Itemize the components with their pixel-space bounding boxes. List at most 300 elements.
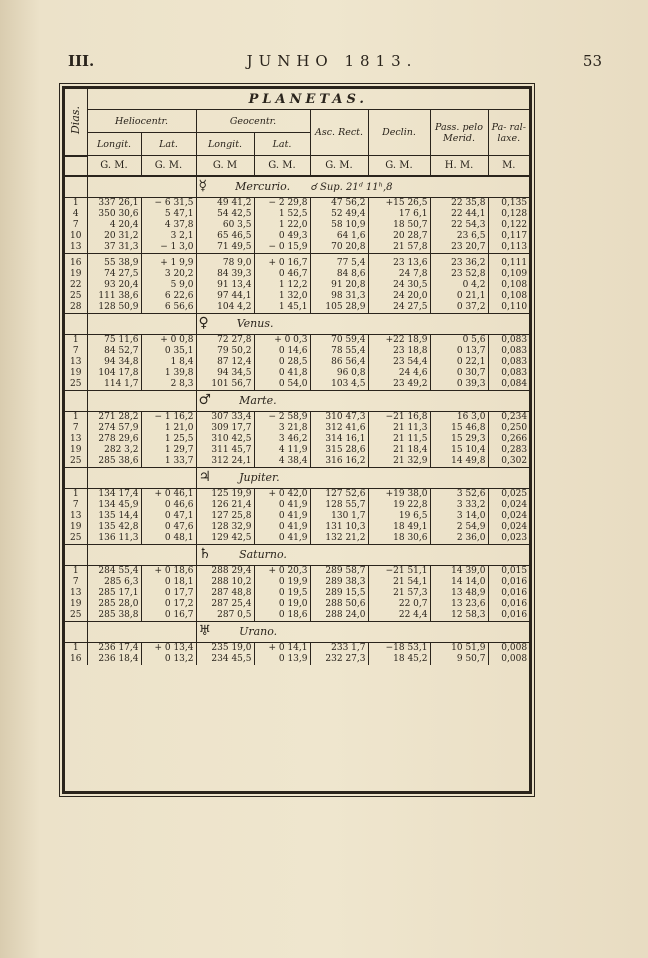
- value-cell: 0,016: [501, 587, 528, 598]
- value-cell: 22 0,7: [368, 599, 430, 610]
- page-number: 53: [582, 52, 602, 70]
- value-cell: 135 14,4: [87, 511, 141, 522]
- value-cell: + 0 20,3: [254, 565, 310, 577]
- day-cell: 19: [65, 269, 87, 280]
- page-section-number: III.: [68, 52, 95, 70]
- value-cell: 60 3,5: [196, 220, 254, 231]
- value-cell: 22 54,3: [430, 220, 488, 231]
- value-cell: 134 45,9: [87, 500, 141, 511]
- value-cell: + 0 16,7: [254, 258, 310, 269]
- value-cell: 0,024: [501, 521, 528, 532]
- value-cell: 84 39,3: [196, 269, 254, 280]
- value-cell: +22 18,9: [368, 334, 430, 346]
- value-cell: 24 30,5: [368, 280, 430, 291]
- value-cell: 21 57,3: [368, 588, 430, 599]
- value-cell: 0,122: [501, 219, 528, 230]
- value-cell: 131 10,3: [310, 522, 368, 533]
- table-row: [65, 269, 529, 280]
- value-cell: 87 12,4: [196, 357, 254, 368]
- value-cell: 0 19,0: [254, 599, 310, 610]
- value-cell: 311 45,7: [196, 445, 254, 456]
- table-row: [65, 258, 529, 269]
- value-cell: 0 41,9: [254, 533, 310, 545]
- value-cell: 0,008: [501, 653, 528, 664]
- value-cell: 0,083: [501, 356, 528, 367]
- value-cell: 21 54,1: [368, 577, 430, 588]
- value-cell: 16 3,0: [430, 411, 488, 423]
- table-row: [65, 522, 529, 533]
- value-cell: 310 42,5: [196, 434, 254, 445]
- table-row: [65, 588, 529, 599]
- value-cell: 94 34,8: [87, 357, 141, 368]
- value-cell: 24 27,5: [368, 302, 430, 314]
- value-cell: 94 34,5: [196, 368, 254, 379]
- value-cell: 0,083: [501, 334, 528, 345]
- value-cell: 130 1,7: [310, 511, 368, 522]
- value-cell: 91 20,8: [310, 280, 368, 291]
- value-cell: 49 41,2: [196, 197, 254, 209]
- value-cell: 315 28,6: [310, 445, 368, 456]
- value-cell: 23 49,2: [368, 379, 430, 391]
- value-cell: − 2 29,8: [254, 197, 310, 209]
- planet-symbol-icon: ♄: [198, 546, 212, 562]
- value-cell: 14 49,8: [430, 456, 488, 468]
- day-cell: 1: [65, 488, 87, 500]
- day-cell: 25: [65, 291, 87, 302]
- unit-cell: H. M.: [430, 156, 488, 176]
- value-cell: 2 36,0: [430, 533, 488, 545]
- value-cell: 70 59,4: [310, 334, 368, 346]
- value-cell: 71 49,5: [196, 242, 254, 254]
- table-row: [65, 642, 529, 654]
- table-row: [65, 280, 529, 291]
- day-cell: 1: [65, 565, 87, 577]
- value-cell: 96 0,8: [310, 368, 368, 379]
- value-cell: 0 30,7: [430, 368, 488, 379]
- table-row: [65, 423, 529, 434]
- planet-name: Marte.: [239, 394, 277, 407]
- planet-section-header: [65, 390, 529, 411]
- value-cell: 84 52,7: [87, 346, 141, 357]
- value-cell: 3 33,2: [430, 500, 488, 511]
- value-cell: + 0 13,4: [141, 642, 196, 654]
- unit-cell: G. M.: [141, 156, 196, 176]
- value-cell: 0 48,1: [141, 533, 196, 545]
- day-cell: 25: [65, 610, 87, 622]
- value-cell: 3 2,1: [141, 231, 196, 242]
- col-pass: Pass. pelo Merid.: [430, 110, 488, 156]
- value-cell: 0,023: [501, 532, 528, 543]
- day-cell: 1: [65, 411, 87, 423]
- value-cell: 1 45,1: [254, 302, 310, 314]
- value-cell: 78 55,4: [310, 346, 368, 357]
- value-cell: 0,108: [501, 279, 528, 290]
- value-cell: 3 46,2: [254, 434, 310, 445]
- value-cell: 287 48,8: [196, 588, 254, 599]
- value-cell: + 0 42,0: [254, 488, 310, 500]
- value-cell: 285 17,1: [87, 588, 141, 599]
- value-cell: 0,128: [501, 208, 528, 219]
- value-cell: 316 16,2: [310, 456, 368, 468]
- value-cell: 129 42,5: [196, 533, 254, 545]
- day-cell: 19: [65, 522, 87, 533]
- table-row: [65, 456, 529, 468]
- value-cell: 0 5,6: [430, 334, 488, 346]
- col-dias: Dias.: [69, 106, 83, 135]
- value-cell: 1 12,2: [254, 280, 310, 291]
- value-cell: 0,135: [501, 197, 528, 208]
- value-cell: +15 26,5: [368, 197, 430, 209]
- day-cell: 22: [65, 280, 87, 291]
- day-cell: 1: [65, 334, 87, 346]
- day-cell: 19: [65, 368, 87, 379]
- value-cell: 1 21,0: [141, 423, 196, 434]
- value-cell: 1 25,5: [141, 434, 196, 445]
- value-cell: 134 17,4: [87, 488, 141, 500]
- value-cell: 236 17,4: [87, 642, 141, 654]
- day-cell: 16: [65, 654, 87, 665]
- value-cell: 0,110: [501, 301, 528, 312]
- value-cell: 0,016: [501, 598, 528, 609]
- value-cell: 55 38,9: [87, 258, 141, 269]
- day-cell: 13: [65, 357, 87, 368]
- value-cell: 0,109: [501, 268, 528, 279]
- value-cell: 22 35,8: [430, 197, 488, 209]
- value-cell: 98 31,3: [310, 291, 368, 302]
- table-body: [65, 176, 529, 665]
- running-header: [62, 52, 602, 74]
- value-cell: 128 55,7: [310, 500, 368, 511]
- planet-name: Urano.: [239, 625, 278, 638]
- unit-cell: G. M.: [368, 156, 430, 176]
- value-cell: 0,016: [501, 609, 528, 620]
- value-cell: 24 20,0: [368, 291, 430, 302]
- value-cell: 23 36,2: [430, 258, 488, 269]
- value-cell: − 0 15,9: [254, 242, 310, 254]
- value-cell: 0,283: [501, 444, 528, 455]
- value-cell: + 0 0,8: [141, 334, 196, 346]
- value-cell: 0 47,6: [141, 522, 196, 533]
- value-cell: 0,111: [501, 257, 528, 268]
- value-cell: 0,015: [501, 565, 528, 576]
- conjunction-note: ☌ Sup. 21ᵈ 11ʰ,8: [310, 181, 393, 193]
- col-helio-longit: Longit.: [87, 133, 141, 156]
- value-cell: 135 42,8: [87, 522, 141, 533]
- value-cell: 19 22,8: [368, 500, 430, 511]
- table-row: [65, 565, 529, 577]
- value-cell: 0 13,9: [254, 654, 310, 665]
- value-cell: 284 55,4: [87, 565, 141, 577]
- value-cell: 24 4,6: [368, 368, 430, 379]
- value-cell: 1 8,4: [141, 357, 196, 368]
- value-cell: 15 10,4: [430, 445, 488, 456]
- value-cell: 0,024: [501, 499, 528, 510]
- table-row: [65, 511, 529, 522]
- value-cell: 0 37,2: [430, 302, 488, 314]
- planet-table-frame: [62, 86, 532, 794]
- value-cell: 0 14,6: [254, 346, 310, 357]
- value-cell: 287 25,4: [196, 599, 254, 610]
- value-cell: 97 44,1: [196, 291, 254, 302]
- value-cell: 278 29,6: [87, 434, 141, 445]
- value-cell: 105 28,9: [310, 302, 368, 314]
- value-cell: 65 46,5: [196, 231, 254, 242]
- day-cell: 4: [65, 209, 87, 220]
- value-cell: 282 3,2: [87, 445, 141, 456]
- table-row: [65, 197, 529, 209]
- value-cell: 289 15,5: [310, 588, 368, 599]
- value-cell: 47 56,2: [310, 197, 368, 209]
- value-cell: 285 38,8: [87, 610, 141, 622]
- planet-section-header: [65, 176, 529, 198]
- value-cell: 22 44,1: [430, 209, 488, 220]
- col-geo: Geocentr.: [196, 110, 310, 133]
- table-row: [65, 220, 529, 231]
- value-cell: 4 37,8: [141, 220, 196, 231]
- value-cell: 21 57,8: [368, 242, 430, 254]
- day-cell: 16: [65, 258, 87, 269]
- planet-section-header: [65, 467, 529, 488]
- value-cell: −21 51,1: [368, 565, 430, 577]
- value-cell: 1 33,7: [141, 456, 196, 468]
- value-cell: 12 58,3: [430, 610, 488, 622]
- value-cell: 0,024: [501, 510, 528, 521]
- value-cell: 13 23,6: [430, 599, 488, 610]
- planet-symbol-icon: ♅: [198, 623, 212, 639]
- value-cell: 0,113: [501, 241, 528, 252]
- col-helio-lat: Lat.: [141, 133, 196, 156]
- value-cell: 0,302: [501, 455, 528, 466]
- unit-cell: M.: [502, 159, 516, 171]
- value-cell: 70 20,8: [310, 242, 368, 254]
- value-cell: + 0 46,1: [141, 488, 196, 500]
- value-cell: − 2 58,9: [254, 411, 310, 423]
- unit-cell: G. M.: [254, 156, 310, 176]
- value-cell: 77 5,4: [310, 258, 368, 269]
- day-cell: 13: [65, 434, 87, 445]
- day-cell: 13: [65, 242, 87, 254]
- table-row: [65, 242, 529, 254]
- value-cell: 15 46,8: [430, 423, 488, 434]
- value-cell: 104 17,8: [87, 368, 141, 379]
- value-cell: 3 20,2: [141, 269, 196, 280]
- table-row: [65, 209, 529, 220]
- value-cell: 285 6,3: [87, 577, 141, 588]
- value-cell: 21 11,5: [368, 434, 430, 445]
- planet-name: Saturno.: [239, 548, 287, 561]
- value-cell: 0 4,2: [430, 280, 488, 291]
- value-cell: 20 28,7: [368, 231, 430, 242]
- value-cell: 1 29,7: [141, 445, 196, 456]
- value-cell: 233 1,7: [310, 642, 368, 654]
- value-cell: 0,008: [501, 642, 528, 653]
- value-cell: 0 17,2: [141, 599, 196, 610]
- day-cell: 19: [65, 599, 87, 610]
- value-cell: 17 6,1: [368, 209, 430, 220]
- value-cell: 103 4,5: [310, 379, 368, 391]
- value-cell: 0 41,9: [254, 500, 310, 511]
- value-cell: 6 56,6: [141, 302, 196, 314]
- planet-name: Mercurio.: [235, 179, 291, 193]
- table-row: [65, 434, 529, 445]
- value-cell: 79 50,2: [196, 346, 254, 357]
- value-cell: 289 38,3: [310, 577, 368, 588]
- col-helio: Heliocentr.: [87, 110, 196, 133]
- table-row: [65, 533, 529, 545]
- value-cell: + 0 14,1: [254, 642, 310, 654]
- value-cell: 0 18,1: [141, 577, 196, 588]
- value-cell: 18 45,2: [368, 654, 430, 665]
- day-cell: 1: [65, 642, 87, 654]
- value-cell: 58 10,9: [310, 220, 368, 231]
- value-cell: 4 11,9: [254, 445, 310, 456]
- value-cell: 127 52,6: [310, 488, 368, 500]
- value-cell: 307 33,4: [196, 411, 254, 423]
- planet-name: Jupiter.: [239, 471, 280, 484]
- value-cell: + 1 9,9: [141, 258, 196, 269]
- value-cell: 3 14,0: [430, 511, 488, 522]
- unit-cell: G. M.: [310, 156, 368, 176]
- day-cell: 7: [65, 346, 87, 357]
- table-row: [65, 357, 529, 368]
- value-cell: 0 46,7: [254, 269, 310, 280]
- day-cell: 7: [65, 500, 87, 511]
- value-cell: + 0 0,3: [254, 334, 310, 346]
- value-cell: 0,108: [501, 290, 528, 301]
- value-cell: 14 14,0: [430, 577, 488, 588]
- value-cell: 0,234: [501, 411, 528, 422]
- value-cell: 86 56,4: [310, 357, 368, 368]
- value-cell: 91 13,4: [196, 280, 254, 291]
- table-title: PLANETAS.: [87, 89, 529, 110]
- value-cell: 310 47,3: [310, 411, 368, 423]
- table-row: [65, 368, 529, 379]
- value-cell: 0 19,9: [254, 577, 310, 588]
- value-cell: 18 30,6: [368, 533, 430, 545]
- value-cell: 6 22,6: [141, 291, 196, 302]
- value-cell: 111 38,6: [87, 291, 141, 302]
- value-cell: 234 45,5: [196, 654, 254, 665]
- day-cell: 7: [65, 577, 87, 588]
- value-cell: 24 7,8: [368, 269, 430, 280]
- value-cell: 2 54,9: [430, 522, 488, 533]
- day-cell: 1: [65, 197, 87, 209]
- planet-symbol-icon: ☿: [198, 177, 208, 194]
- value-cell: 23 6,5: [430, 231, 488, 242]
- value-cell: 0,025: [501, 488, 528, 499]
- unit-cell: G. M: [196, 156, 254, 176]
- col-declin: Declin.: [368, 110, 430, 156]
- value-cell: 285 38,6: [87, 456, 141, 468]
- table-row: [65, 654, 529, 665]
- value-cell: 136 11,3: [87, 533, 141, 545]
- planet-section-header: [65, 544, 529, 565]
- value-cell: 287 0,5: [196, 610, 254, 622]
- table-row: [65, 599, 529, 610]
- page-title: JUNHO 1813.: [246, 52, 418, 70]
- value-cell: 0 41,8: [254, 368, 310, 379]
- value-cell: 312 24,1: [196, 456, 254, 468]
- planet-section-header: [65, 313, 529, 334]
- value-cell: 0 19,5: [254, 588, 310, 599]
- value-cell: +19 38,0: [368, 488, 430, 500]
- value-cell: 2 8,3: [141, 379, 196, 391]
- value-cell: + 0 18,6: [141, 565, 196, 577]
- value-cell: 288 24,0: [310, 610, 368, 622]
- table-row: [65, 346, 529, 357]
- value-cell: 4 38,4: [254, 456, 310, 468]
- table-row: [65, 610, 529, 622]
- value-cell: 0,250: [501, 422, 528, 433]
- value-cell: 72 27,8: [196, 334, 254, 346]
- value-cell: 54 42,5: [196, 209, 254, 220]
- value-cell: 274 57,9: [87, 423, 141, 434]
- value-cell: − 1 3,0: [141, 242, 196, 254]
- value-cell: 285 28,0: [87, 599, 141, 610]
- value-cell: 23 13,6: [368, 258, 430, 269]
- value-cell: 309 17,7: [196, 423, 254, 434]
- value-cell: 0 13,7: [430, 346, 488, 357]
- planet-symbol-icon: ♂: [198, 392, 212, 408]
- value-cell: 132 21,2: [310, 533, 368, 545]
- value-cell: 0 35,1: [141, 346, 196, 357]
- day-cell: 10: [65, 231, 87, 242]
- value-cell: 20 31,2: [87, 231, 141, 242]
- day-cell: 25: [65, 533, 87, 545]
- value-cell: 0 28,5: [254, 357, 310, 368]
- table-row: [65, 577, 529, 588]
- value-cell: 288 29,4: [196, 565, 254, 577]
- value-cell: 104 4,2: [196, 302, 254, 314]
- value-cell: 22 4,4: [368, 610, 430, 622]
- value-cell: 288 50,6: [310, 599, 368, 610]
- value-cell: 0 16,7: [141, 610, 196, 622]
- col-asc: Asc. Rect.: [310, 110, 368, 156]
- value-cell: 9 50,7: [430, 654, 488, 665]
- value-cell: 0 22,1: [430, 357, 488, 368]
- value-cell: 128 50,9: [87, 302, 141, 314]
- value-cell: 3 52,6: [430, 488, 488, 500]
- value-cell: 1 22,0: [254, 220, 310, 231]
- table-row: [65, 231, 529, 242]
- value-cell: 0,266: [501, 433, 528, 444]
- value-cell: 288 10,2: [196, 577, 254, 588]
- value-cell: 0,083: [501, 367, 528, 378]
- value-cell: 114 1,7: [87, 379, 141, 391]
- value-cell: 18 50,7: [368, 220, 430, 231]
- value-cell: 21 11,3: [368, 423, 430, 434]
- value-cell: 0 41,9: [254, 522, 310, 533]
- value-cell: 0 41,9: [254, 511, 310, 522]
- value-cell: 21 18,4: [368, 445, 430, 456]
- unit-cell: G. M.: [87, 156, 141, 176]
- day-cell: 28: [65, 302, 87, 314]
- value-cell: 23 54,4: [368, 357, 430, 368]
- table-row: [65, 488, 529, 500]
- table-row: [65, 291, 529, 302]
- value-cell: −21 16,8: [368, 411, 430, 423]
- value-cell: 19 6,5: [368, 511, 430, 522]
- value-cell: 0,083: [501, 345, 528, 356]
- table-row: [65, 445, 529, 456]
- value-cell: 312 41,6: [310, 423, 368, 434]
- planet-section-header: [65, 621, 529, 642]
- col-paral: Pa- ral- laxe.: [491, 121, 526, 144]
- value-cell: 0 39,3: [430, 379, 488, 391]
- planet-symbol-icon: ♃: [198, 469, 212, 485]
- value-cell: 23 52,8: [430, 269, 488, 280]
- value-cell: 0 47,1: [141, 511, 196, 522]
